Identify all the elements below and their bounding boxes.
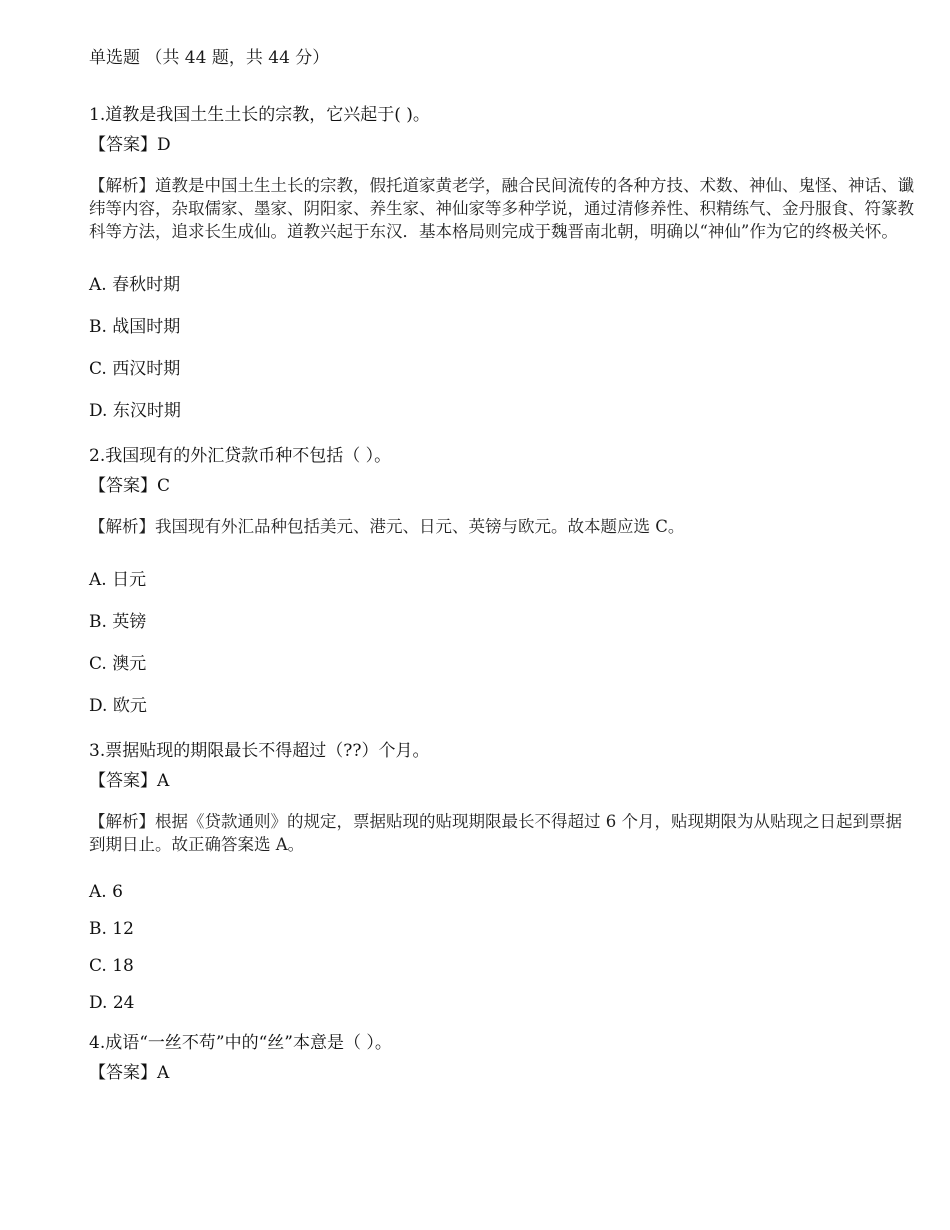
document-page (89, 44, 914, 1102)
question-stem: 3.票据贴现的期限最长不得超过（??）个月。 (89, 741, 430, 761)
question-stem: 1.道教是我国土生土长的宗教，它兴起于( )。 (89, 105, 430, 125)
option-a[interactable]: A. 春秋时期 (89, 275, 181, 295)
option-c[interactable]: C. 西汉时期 (89, 359, 181, 379)
question-3 (89, 736, 914, 1015)
option-b[interactable]: B. 12 (89, 919, 134, 939)
option-d[interactable]: D. 欧元 (89, 696, 147, 716)
options-list (89, 880, 914, 1015)
analysis-text: 【解析】我国现有外汇品种包括美元、港元、日元、英镑与欧元。故本题应选 C。 (89, 517, 685, 536)
options-list (89, 568, 914, 718)
analysis-text: 【解析】根据《贷款通则》的规定，票据贴现的贴现期限最长不得超过 6 个月，贴现期限为从贴现之日起到票据到期日止。故正确答案选 A。 (89, 812, 902, 854)
section-header: 单选题 （共 44 题，共 44 分） (89, 48, 330, 68)
answer-line: 【答案】A (89, 1063, 170, 1083)
question-stem: 4.成语“一丝不苟”中的“丝”本意是（ ）。 (89, 1033, 392, 1053)
option-a[interactable]: A. 6 (89, 882, 123, 902)
option-b[interactable]: B. 战国时期 (89, 317, 181, 337)
analysis-text: 【解析】道教是中国土生土长的宗教，假托道家黄老学，融合民间流传的各种方技、术数、神仙、鬼怪、神话、谶纬等内容，杂取儒家、墨家、阴阳家、养生家、神仙家等多种学说，通过清修养性、积精练气、金丹服食、符篆教科等方法，追求长生成仙。道教兴起于东汉．基本格局则完成于魏晋南北朝，明确以“神仙”作为它的终极关怀。 (89, 176, 914, 241)
question-4 (89, 1028, 914, 1088)
option-d[interactable]: D. 东汉时期 (89, 401, 181, 421)
answer-line: 【答案】A (89, 771, 170, 791)
option-c[interactable]: C. 18 (89, 956, 134, 976)
question-2 (89, 441, 914, 718)
option-d[interactable]: D. 24 (89, 993, 135, 1013)
option-b[interactable]: B. 英镑 (89, 612, 147, 632)
answer-line: 【答案】D (89, 135, 171, 155)
question-1 (89, 100, 914, 423)
options-list (89, 273, 914, 423)
answer-line: 【答案】C (89, 476, 171, 496)
question-stem: 2.我国现有的外汇贷款币种不包括（ ）。 (89, 446, 392, 466)
option-a[interactable]: A. 日元 (89, 570, 147, 590)
option-c[interactable]: C. 澳元 (89, 654, 147, 674)
